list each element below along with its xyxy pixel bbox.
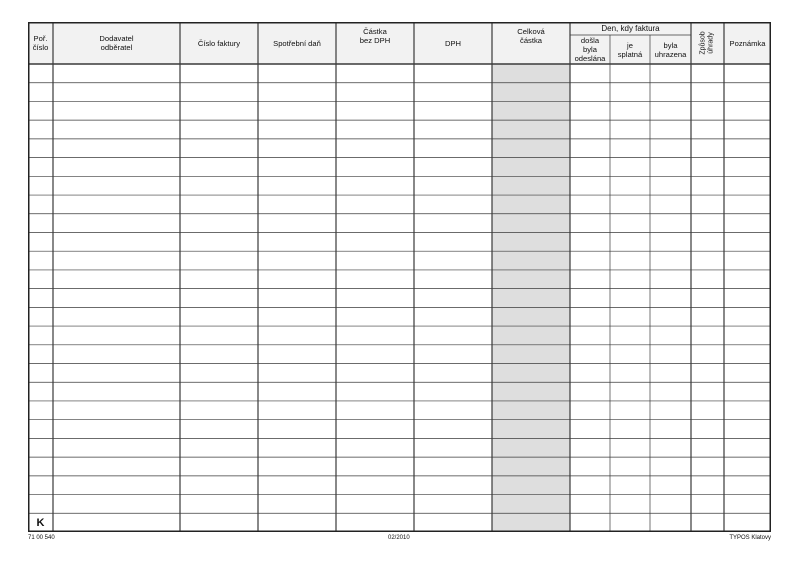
footer-publisher: TYPOS Klatovy	[729, 535, 771, 541]
header-zpusob-uhrady	[691, 22, 724, 64]
ledger-grid	[28, 22, 771, 532]
header-celkova-castka: Celková částka	[517, 27, 545, 45]
header-dosla-byla-odeslana: došla byla odeslána	[574, 36, 606, 63]
footer-edition: 02/2010	[388, 535, 410, 541]
header-dph: DPH	[444, 38, 462, 48]
header-por-cislo: Poř. číslo	[32, 34, 49, 52]
header-je-splatna: je splatná	[617, 40, 643, 59]
form-border	[29, 23, 771, 532]
header-dodavatel-odberatel: Dodavatel odběratel	[99, 34, 134, 52]
header-spotrebni-dan: Spotřební daň	[273, 38, 321, 48]
header-den-kdy-faktura: Den, kdy faktura	[601, 24, 660, 33]
footer-form-code: 71 00 540	[28, 535, 55, 541]
celkova-castka-shading	[492, 64, 570, 532]
header-poznamka: Poznámka	[729, 38, 766, 48]
invoice-ledger-form	[28, 22, 771, 532]
header-castka-bez-dph: Částka bez DPH	[359, 27, 391, 45]
row-marker-k: K	[36, 516, 45, 529]
header-byla-uhrazena: byla uhrazena	[654, 40, 687, 59]
header-zpusob-uhrady-text: Způsob úhrady	[699, 31, 715, 55]
header-cislo-faktury: Číslo faktury	[197, 38, 241, 48]
